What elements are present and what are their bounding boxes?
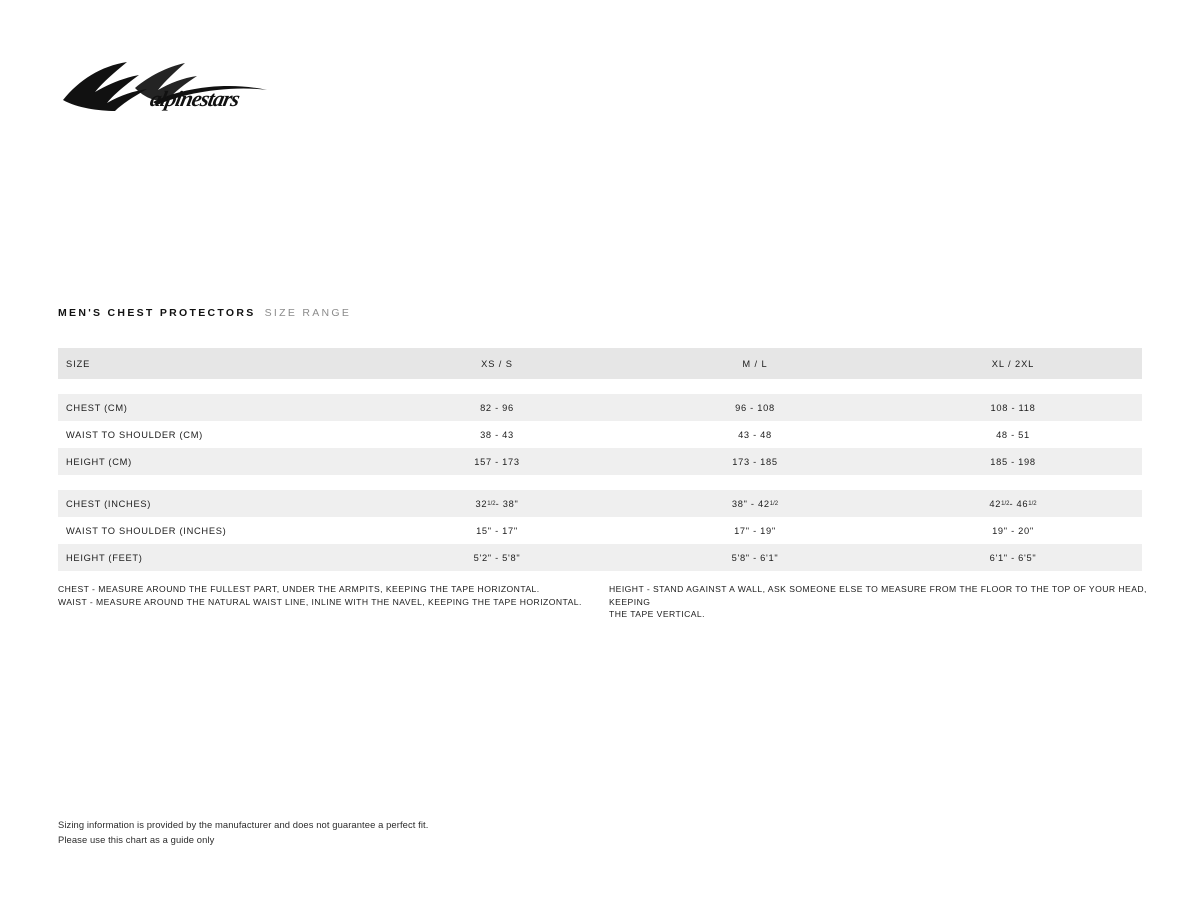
cell-chest-in-m-l: 38" - 42 1/2	[731, 498, 779, 509]
table-row	[58, 544, 1142, 571]
column-header-xl-2xl: XL / 2XL	[991, 358, 1035, 369]
measurement-notes-left	[58, 583, 598, 608]
table-gap-top	[58, 379, 1142, 394]
column-header-xs-s: XS / S	[481, 358, 513, 369]
table-gap-middle	[58, 475, 1142, 490]
cell-waist-in-xs-s: 15" - 17"	[476, 525, 518, 536]
alpinestars-logo	[57, 58, 277, 118]
row-label-height-feet: HEIGHT (FEET)	[66, 552, 143, 563]
page-title-sub: SIZE RANGE	[264, 307, 352, 319]
row-label-chest-inches: CHEST (INCHES)	[66, 498, 152, 509]
cell-waist-cm-xl-2xl: 48 - 51	[996, 429, 1030, 440]
cell-waist-in-m-l: 17" - 19"	[734, 525, 776, 536]
cell-height-cm-m-l: 173 - 185	[732, 456, 778, 467]
cell-height-cm-xl-2xl: 185 - 198	[990, 456, 1036, 467]
cell-chest-cm-xl-2xl: 108 - 118	[990, 402, 1036, 413]
disclaimer-line2: Please use this chart as a guide only	[58, 833, 215, 845]
cell-chest-cm-m-l: 96 - 108	[735, 402, 775, 413]
column-header-size: SIZE	[66, 358, 91, 369]
row-label-height-cm: HEIGHT (CM)	[66, 456, 132, 467]
cell-waist-cm-xs-s: 38 - 43	[480, 429, 514, 440]
cell-height-ft-xs-s: 5'2" - 5'8"	[473, 552, 521, 563]
note-waist: WAIST - MEASURE AROUND THE NATURAL WAIST LINE, INLINE WITH THE NAVEL, KEEPING THE TAPE HORIZONTAL.	[58, 596, 582, 607]
page-title-main: MEN'S CHEST PROTECTORS	[58, 307, 256, 319]
table-row	[58, 394, 1142, 421]
table-row	[58, 421, 1142, 448]
table-row	[58, 448, 1142, 475]
cell-height-ft-m-l: 5'8" - 6'1"	[731, 552, 779, 563]
cell-chest-cm-xs-s: 82 - 96	[480, 402, 514, 413]
disclaimer-line1: Sizing information is provided by the manufacturer and does not guarantee a perfect fit.	[58, 819, 429, 830]
table-row	[58, 517, 1142, 544]
disclaimer	[58, 818, 428, 847]
cell-height-ft-xl-2xl: 6'1" - 6'5"	[989, 552, 1037, 563]
cell-chest-in-xl-2xl: 42 1/2 - 46 1/2	[989, 498, 1037, 509]
cell-waist-cm-m-l: 43 - 48	[738, 429, 772, 440]
size-chart-table	[58, 348, 1142, 571]
note-height-line2: THE TAPE VERTICAL.	[609, 609, 705, 620]
svg-text:alpinestars: alpinestars	[148, 86, 242, 111]
cell-chest-in-xs-s: 32 1/2 - 38"	[475, 498, 519, 509]
column-header-m-l: M / L	[742, 358, 768, 369]
row-label-chest-cm: CHEST (CM)	[66, 402, 128, 413]
measurement-notes-right	[609, 583, 1149, 621]
page-title	[58, 307, 351, 319]
row-label-waist-shoulder-cm: WAIST TO SHOULDER (CM)	[66, 429, 203, 440]
table-header-row	[58, 348, 1142, 379]
table-row	[58, 490, 1142, 517]
cell-waist-in-xl-2xl: 19" - 20"	[992, 525, 1034, 536]
note-chest: CHEST - MEASURE AROUND THE FULLEST PART, UNDER THE ARMPITS, KEEPING THE TAPE HORIZONTAL.	[58, 584, 540, 594]
row-label-waist-shoulder-inches: WAIST TO SHOULDER (INCHES)	[66, 525, 227, 536]
note-height-line1: HEIGHT - STAND AGAINST A WALL, ASK SOMEONE ELSE TO MEASURE FROM THE FLOOR TO THE TOP OF YOUR HEAD, KEEPING	[609, 584, 1147, 607]
cell-height-cm-xs-s: 157 - 173	[474, 456, 520, 467]
